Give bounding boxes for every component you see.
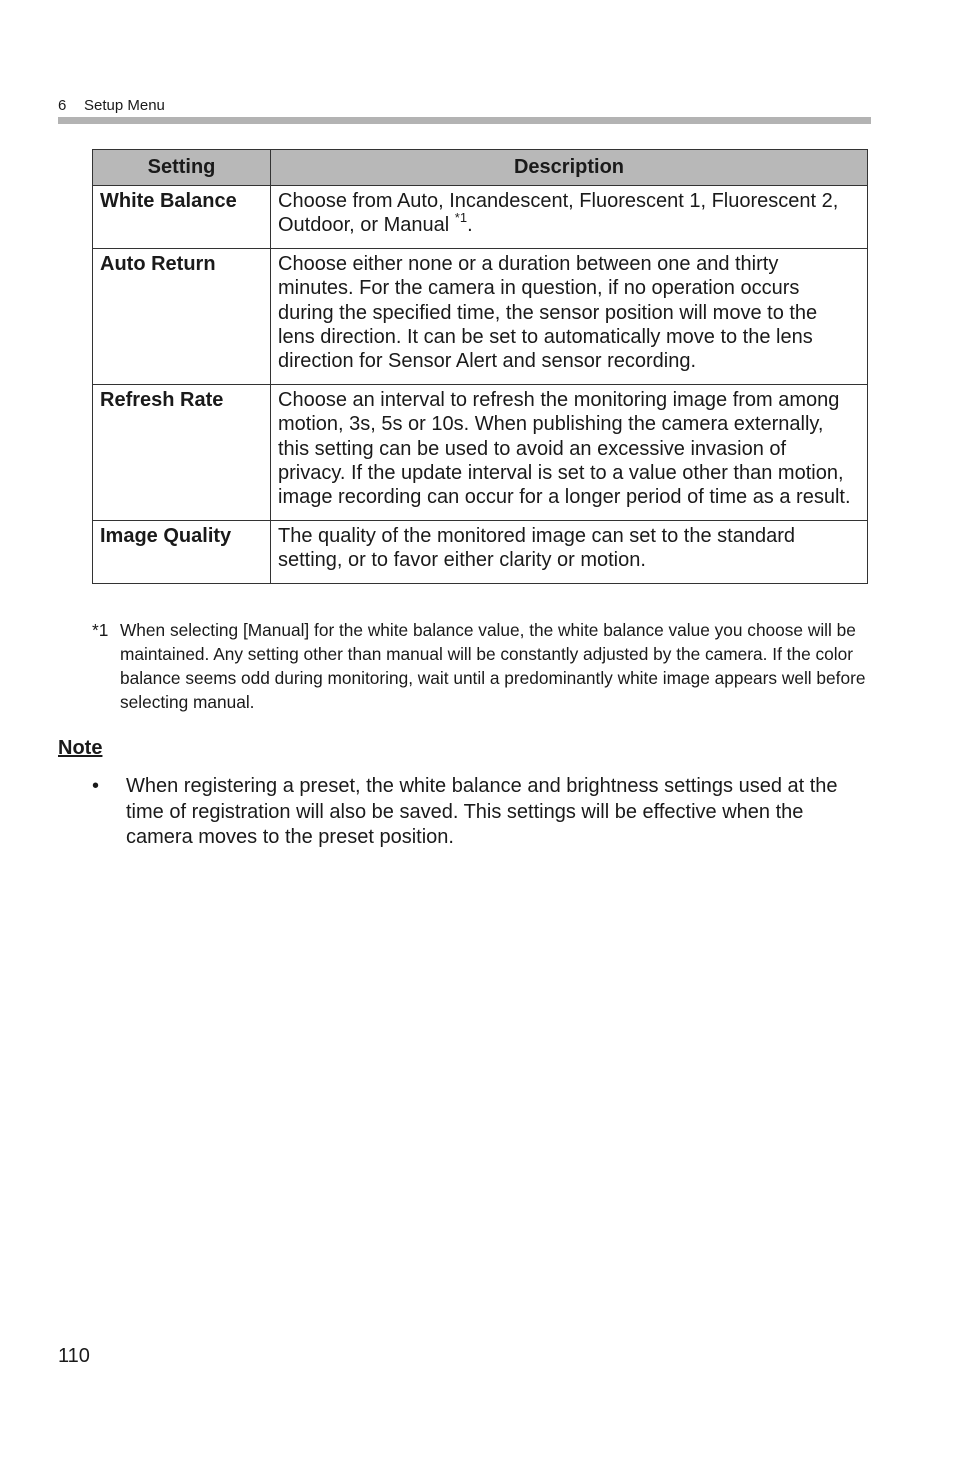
table-header-row	[93, 150, 868, 186]
setting-name: Image Quality	[93, 520, 271, 583]
footnote	[92, 618, 872, 714]
setting-description	[271, 186, 868, 249]
page-header	[58, 97, 165, 114]
description-text: Choose from Auto, Incandescent, Fluorescent 1, Fluorescent 2, Outdoor, or Manual	[278, 190, 839, 237]
setting-name: White Balance	[93, 186, 271, 249]
setting-name: Refresh Rate	[93, 384, 271, 520]
chapter-title: Setup Menu	[84, 97, 165, 114]
description-tail: .	[467, 214, 473, 237]
chapter-number: 6	[58, 97, 67, 114]
footnote-text: When selecting [Manual] for the white balance value, the white balance value you choose will be maintained. Any setting other than manual will be constantly adjusted by the camera. If the color balance seems odd during monitoring, wait until a predominantly white image appears well before selecting manual.	[120, 620, 866, 712]
setting-name: Auto Return	[93, 248, 271, 384]
setting-description: Choose either none or a duration between one and thirty minutes. For the camera in question, if no operation occurs during the specified time, the sensor position will move to the lens direction. It can be set to automatically move to the lens direction for Sensor Alert and sensor recording.	[271, 248, 868, 384]
table-row	[93, 520, 868, 583]
table-row	[93, 186, 868, 249]
page-number: 110	[58, 1345, 90, 1367]
bullet-symbol: •	[92, 775, 100, 797]
note-heading: Note	[58, 737, 103, 759]
table-row	[93, 248, 868, 384]
header-rule	[58, 117, 871, 124]
footnote-mark: *1	[92, 620, 109, 640]
note-bullet-item	[92, 774, 872, 851]
footnote-reference: *1	[454, 210, 468, 226]
table-row	[93, 384, 868, 520]
note-bullet-text: When registering a preset, the white balance and brightness settings used at the time of registration will also be saved. This settings will be effective when the camera moves to the preset position.	[126, 775, 838, 848]
setting-description: The quality of the monitored image can set to the standard setting, or to favor either clarity or motion.	[271, 520, 868, 583]
settings-table	[92, 149, 868, 584]
setting-description: Choose an interval to refresh the monitoring image from among motion, 3s, 5s or 10s. When publishing the camera externally, this setting can be used to avoid an excessive invasion of privacy. If the update interval is set to a value other than motion, image recording can occur for a longer period of time as a result.	[271, 384, 868, 520]
column-header-setting: Setting	[93, 150, 271, 186]
column-header-description: Description	[271, 150, 868, 186]
